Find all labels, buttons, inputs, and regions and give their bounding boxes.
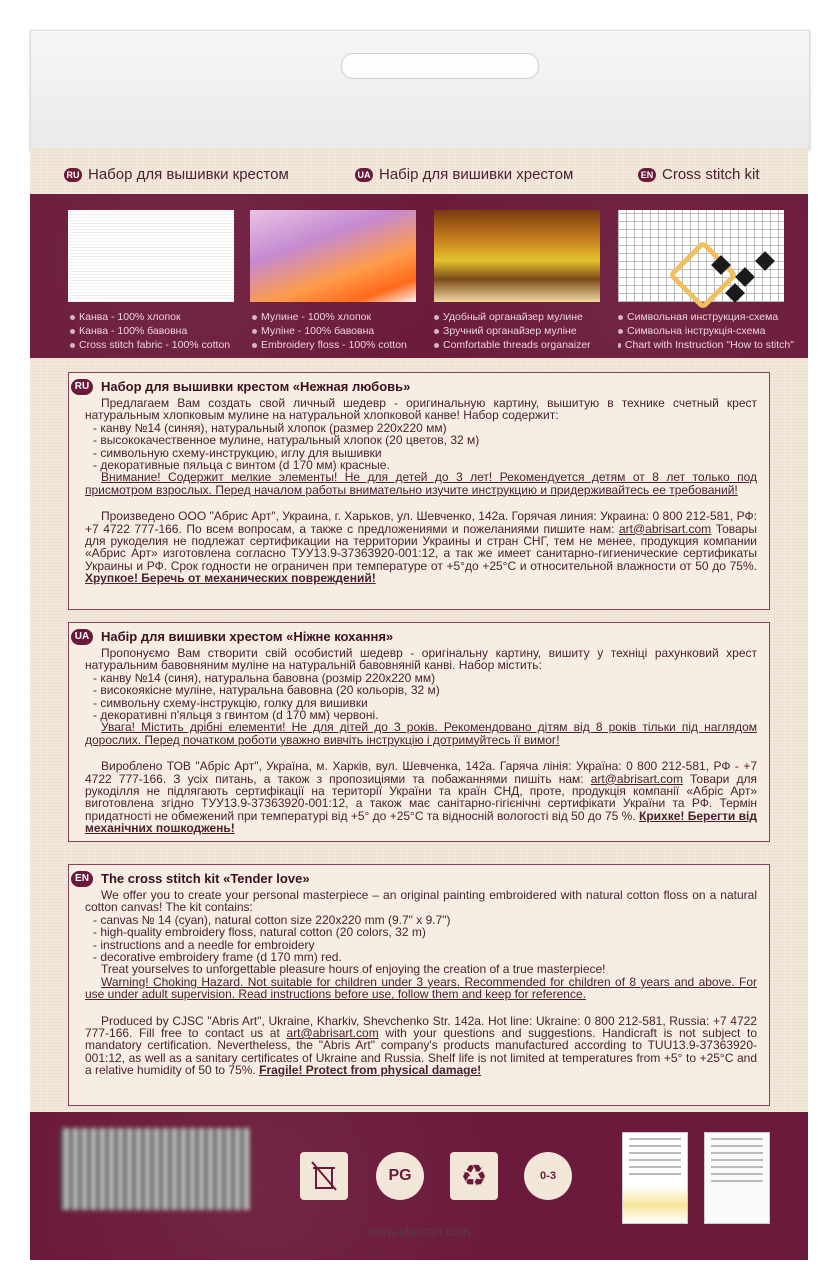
certificate-image-1 bbox=[622, 1132, 688, 1224]
package-back-card bbox=[30, 148, 808, 1260]
ru-item: - декоративные пяльца с винтом (d 170 мм) красные. bbox=[93, 458, 390, 473]
caption-floss: Мулине - 100% хлопок Муліне - 100% бавовна Embroidery floss - 100% cotton bbox=[252, 310, 428, 352]
ru-item: - высококачественное мулине, натуральный хлопок (20 цветов, 32 м) bbox=[93, 433, 480, 448]
chart-instruction-photo bbox=[618, 210, 784, 302]
panel-ua-badge: UA bbox=[71, 629, 93, 645]
ru-intro: Предлагаем Вам создать свой личный шедевр - оригинальную картину, вышитую в технике счетный крест натуральным хлопковым мулине на натуральной хлопковой канве! Набор содержит: bbox=[85, 396, 757, 423]
age-0-3-warning-icon: 0-3 bbox=[524, 1152, 572, 1200]
hanger-hole bbox=[341, 53, 539, 79]
title-ru-text: Набор для вышивки крестом bbox=[88, 166, 289, 183]
panel-ua-title: Набір для вишивки хрестом «Ніжне кохання» bbox=[101, 628, 394, 644]
en-intro: We offer you to create your personal masterpiece – an original painting embroidered with natural cotton floss on a natural cotton canvas! The kit contains: bbox=[85, 888, 757, 915]
panel-ua-header bbox=[71, 629, 757, 645]
language-titles bbox=[30, 166, 808, 190]
panel-en-title: The cross stitch kit «Tender love» bbox=[101, 870, 310, 886]
panel-ru-title: Набор для вышивки крестом «Нежная любовь» bbox=[101, 378, 411, 394]
pg-certification-icon: PG bbox=[376, 1152, 424, 1200]
ua-item: - символьну схему-інструкцію, голку для вишивки bbox=[93, 695, 368, 710]
ru-warning: Внимание! Содержит мелкие элементы! Не для детей до 3 лет! Рекомендуется детям от 8 лет только под присмотром взрослых. Перед началом работы внимательно изучите инструкцию и придерживайтесь ее требований! bbox=[85, 470, 757, 497]
caption-chart: Символьная инструкция-схема Символьна інструкція-схема Chart with Instruction "How to stitch" bbox=[618, 310, 794, 352]
badge-en: EN bbox=[638, 168, 656, 182]
ua-intro: Пропонуємо Вам створити свій особистий шедевр - оригінальну картину, вишиту у техніці рахунковий хрест натуральним бавовняним муліне на натуральній бавовняній канві. Набор містить: bbox=[85, 646, 757, 673]
ua-item: - канву №14 (синя), натуральна бавовна (розмір 220х220 мм) bbox=[93, 670, 436, 685]
caption-organizer: Удобный органайзер мулине Зручний органайзер муліне Comfortable threads organaizer bbox=[434, 310, 610, 352]
ua-warning: Увага! Містить дрібні елементи! Не для дітей до 3 років. Рекомендовано дітям від 8 років тільки під наглядом дорослих. Перед початком роботи уважно вивчіть інструкцію і дотримуйтесь її вимог! bbox=[85, 720, 757, 747]
title-en bbox=[638, 166, 760, 183]
title-ua-text: Набір для вишивки хрестом bbox=[379, 166, 574, 183]
barcode-blurred bbox=[60, 1128, 250, 1210]
en-item: - instructions and a needle for embroidery bbox=[93, 937, 315, 952]
en-warning: Warning! Choking Hazard. Not suitable for children under 3 years. Recommended for children of 8 years and above. For use under adult supervision. Read instructions before use, follow them and keep for reference. bbox=[85, 974, 757, 1002]
hanger-tab bbox=[30, 30, 810, 150]
panel-en-header bbox=[71, 871, 757, 887]
title-en-text: Cross stitch kit bbox=[662, 166, 760, 183]
ua-item: - декоративні п'яльця з гвинтом (d 170 мм) червоні. bbox=[93, 708, 379, 723]
en-item: - canvas № 14 (cyan), natural cotton size 220x220 mm (9.7" x 9.7") bbox=[93, 912, 451, 927]
en-treat: Treat yourselves to unforgettable pleasure hours of enjoying the creation of a true masterpiece! bbox=[101, 962, 606, 977]
title-ua bbox=[355, 166, 573, 183]
panel-ua bbox=[68, 622, 770, 842]
panel-ru-header bbox=[71, 379, 757, 395]
recycle-icon: ♻ bbox=[450, 1152, 498, 1200]
ru-email-link[interactable]: art@abrisart.com bbox=[618, 521, 712, 536]
title-ru bbox=[64, 166, 289, 183]
ru-producer-block: Произведено ООО "Абрис Арт", Украина, г. Харьков, ул. Шевченко, 142а. Горячая линия: Украина: 0 800 212-581, РФ: +7 4722 777-166. По всем вопросам, а также с предложениями и пожеланиями пишите нам: art@abrisart.com Товары для рукоделия не подлежат сертификации на территории Украины и стран СНГ, тем не менее, продукция компании «Абрис Арт» изготовлена согласно ТУУ13.9-37363920-001:12, а так же имеет санитарно-гигиенические сертификаты Украины и РФ. Срок годности не ограничен при температуре от +5°до +25°С и относительной влажности от 50 до 75%. Хрупкое! Беречь от механических повреждений! bbox=[85, 509, 757, 586]
ua-fragile: Крихке! Берегти від механічних пошкоджень! bbox=[85, 808, 758, 836]
ru-item: - символьную схему-инструкцию, иглу для вышивки bbox=[93, 445, 382, 460]
feature-band bbox=[30, 194, 808, 358]
trash-bin-icon bbox=[300, 1152, 348, 1200]
badge-ru: RU bbox=[64, 168, 82, 182]
ru-fragile: Хрупкое! Беречь от механических повреждений! bbox=[85, 571, 376, 586]
en-item: - high-quality embroidery floss, natural cotton (20 colors, 32 m) bbox=[93, 925, 426, 940]
ru-item: - канву №14 (синяя), натуральный хлопок (размер 220х220 мм) bbox=[93, 420, 447, 435]
panel-ru-badge: RU bbox=[71, 379, 93, 395]
caption-canvas: Канва - 100% хлопок Канва - 100% бавовна Cross stitch fabric - 100% cotton bbox=[70, 310, 246, 352]
ua-producer-block: Вироблено ТОВ "Абріс Арт", Україна, м. Харків, вул. Шевченка, 142а. Гаряча лінія: Україна: 0 800 212-581, РФ - +7 4722 777-166. З усіх питань, а також з пропозиціями та побажаннями пишіть нам: art@abrisart.com Товари для рукоділля не підлягають сертифікації на території України та країн СНД, проте, продукція компанії «Абріс Арт» виготовлена згідно ТУУ13.9-37363920-001:12, а також має санітарно-гігієнічні сертифікати України та РФ. Термін придатності не обмежений при температурі від +5° до +25°С та відносній вологості від 50 до 75 %. Крихке! Берегти від механічних пошкоджень! bbox=[85, 759, 758, 836]
embroidery-floss-photo bbox=[250, 210, 416, 302]
en-email-link[interactable]: art@abrisart.com bbox=[286, 1026, 379, 1041]
panel-en bbox=[68, 864, 770, 1106]
en-producer-block: Produced by CJSC "Abris Art", Ukraine, Kharkiv, Shevchenko Str. 142a. Hot line: Ukraine: 0 800 212-581, Russia: +7 4722 777-166. Fill free to contact us at art@abrisart.com with your questions and suggestions. Handicraft is not subject to mandatory certification. Nevertheless, the "Abris Art" company's products manufactured according to TUU13.9-37363920-001:12, as well as a sanitary certificates of Ukraine and Russia. Shelf life is not limited at temperatures from +5° to +25°C and a relative humidity of 50 to 75%. Fragile! Protect from physical damage! bbox=[85, 1013, 758, 1078]
panel-en-badge: EN bbox=[71, 871, 93, 887]
ua-email-link[interactable]: art@abrisart.com bbox=[590, 771, 683, 786]
panel-ru bbox=[68, 372, 770, 610]
badge-ua: UA bbox=[355, 168, 373, 182]
en-item: - decorative embroidery frame (d 170 mm) red. bbox=[93, 950, 342, 965]
ua-item: - високоякісне муліне, натуральна бавовна (20 кольорів, 32 м) bbox=[93, 683, 440, 698]
thread-organizer-photo bbox=[434, 210, 600, 302]
canvas-fabric-photo bbox=[68, 210, 234, 302]
website-url[interactable]: www.abrisart.com bbox=[367, 1224, 471, 1239]
certificate-image-2 bbox=[704, 1132, 770, 1224]
en-fragile: Fragile! Protect from physical damage! bbox=[259, 1063, 482, 1078]
